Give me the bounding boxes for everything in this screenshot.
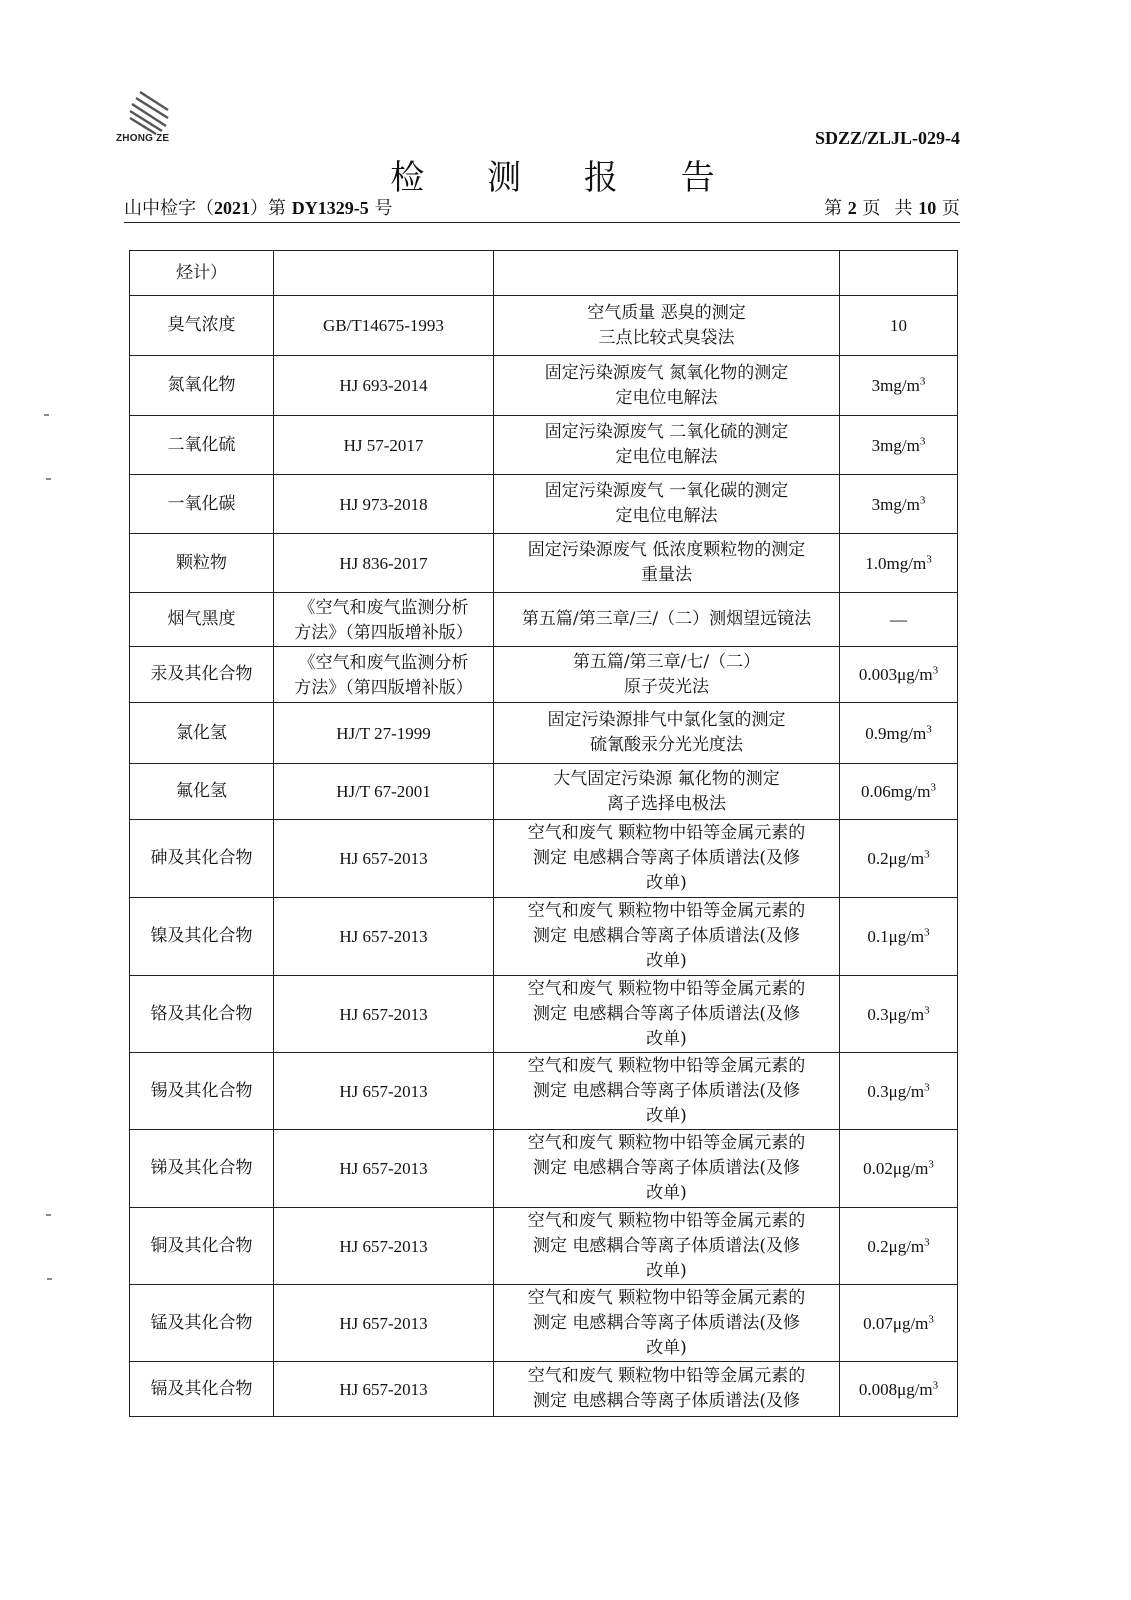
table-row: [130, 1362, 958, 1417]
item-cell: 砷及其化合物: [130, 820, 274, 898]
method-cell: 第五篇/第三章/三/（二）测烟望远镜法: [494, 593, 840, 647]
standard-cell: HJ 657-2013: [274, 1362, 494, 1417]
limit-value: 3mg/m: [871, 435, 920, 455]
report-no-prefix: 山中检字（: [124, 198, 214, 219]
limit-value: 0.2μg/m: [867, 849, 925, 868]
limit-value: 0.008μg/m: [858, 1379, 933, 1399]
standard-cell: 《空气和废气监测分析 方法》（第四版增补版）: [274, 593, 494, 647]
page-label-3: 共: [894, 198, 919, 219]
limit-cell: [840, 1208, 958, 1285]
limit-cell: [840, 1053, 958, 1130]
limit-cell: [840, 1285, 958, 1362]
table-row: [130, 703, 958, 764]
table-row: [130, 1130, 958, 1208]
limit-value: 10: [890, 316, 907, 335]
method-cell: 空气和废气 颗粒物中铅等金属元素的 测定 电感耦合等离子体质谱法(及修 改单): [494, 1208, 840, 1285]
limit-superscript: 3: [924, 1080, 930, 1093]
limit-cell: [840, 820, 958, 898]
limit-superscript: 3: [928, 1158, 934, 1171]
limit-superscript: 3: [932, 664, 939, 677]
method-cell: 空气和废气 颗粒物中铅等金属元素的 测定 电感耦合等离子体质谱法(及修 改单): [494, 820, 840, 898]
method-cell: 固定污染源排气中氯化氢的测定 硫氰酸汞分光光度法: [494, 703, 840, 764]
item-cell: 汞及其化合物: [130, 647, 274, 703]
item-cell: 铜及其化合物: [130, 1208, 274, 1285]
limit-value: 0.003μg/m: [858, 665, 933, 684]
method-cell: 第五篇/第三章/七/（二） 原子荧光法: [494, 647, 840, 703]
limit-cell: [840, 296, 958, 356]
report-no-suffix: 号: [368, 198, 393, 219]
standard-cell: HJ 657-2013: [274, 1053, 494, 1130]
report-no-year: 2021: [214, 198, 250, 218]
item-cell: 烟气黑度: [130, 593, 274, 647]
standard-cell: HJ 657-2013: [274, 898, 494, 976]
item-cell: 氮氧化物: [130, 356, 274, 416]
limit-superscript: 3: [924, 926, 930, 939]
limit-superscript: 3: [919, 493, 926, 506]
standard-cell: [274, 251, 494, 296]
page-label-1: 第: [824, 198, 848, 219]
header-divider: [124, 222, 960, 223]
limit-cell: [840, 703, 958, 764]
limit-superscript: 3: [924, 1235, 930, 1248]
table-row: [130, 647, 958, 703]
method-cell: 空气和废气 颗粒物中铅等金属元素的 测定 电感耦合等离子体质谱法(及修 改单): [494, 1130, 840, 1208]
standard-cell: HJ 657-2013: [274, 976, 494, 1053]
limit-value: 0.2μg/m: [867, 1236, 925, 1256]
limit-superscript: 3: [924, 848, 930, 861]
item-cell: 氯化氢: [130, 703, 274, 764]
table-row: [130, 296, 958, 356]
standard-cell: GB/T14675-1993: [274, 296, 494, 356]
standard-cell: HJ 657-2013: [274, 1285, 494, 1362]
table-row: [130, 593, 958, 647]
limit-cell: [840, 1130, 958, 1208]
limit-superscript: 3: [926, 552, 932, 565]
scan-mark: [46, 478, 51, 480]
limit-value: 0.9mg/m: [865, 723, 927, 743]
limit-cell: [840, 416, 958, 475]
limit-cell: [840, 593, 958, 647]
report-no-code: DY1329-5: [291, 198, 369, 218]
page-label-2: 页: [856, 198, 881, 219]
page-current: 2: [847, 198, 857, 218]
item-cell: 铬及其化合物: [130, 976, 274, 1053]
table-row: [130, 475, 958, 534]
item-cell: 二氧化硫: [130, 416, 274, 475]
standard-cell: HJ 693-2014: [274, 356, 494, 416]
limit-cell: [840, 475, 958, 534]
table-row: [130, 820, 958, 898]
table-row: [130, 1208, 958, 1285]
item-cell: 锑及其化合物: [130, 1130, 274, 1208]
method-cell: 固定污染源废气 低浓度颗粒物的测定 重量法: [494, 534, 840, 593]
limit-value: 0.02μg/m: [863, 1159, 929, 1178]
table-row: [130, 1053, 958, 1130]
limit-cell: [840, 534, 958, 593]
scan-mark: [46, 1214, 51, 1216]
limit-superscript: 3: [928, 1312, 934, 1325]
test-methods-table: [129, 250, 958, 1417]
page-label-4: 页: [936, 198, 960, 219]
logo-text: ZHONG ZE: [116, 133, 170, 144]
item-cell: 镉及其化合物: [130, 1362, 274, 1417]
limit-superscript: 3: [919, 434, 926, 447]
limit-superscript: 3: [926, 722, 932, 735]
item-cell: 锡及其化合物: [130, 1053, 274, 1130]
method-cell: 固定污染源废气 氮氧化物的测定 定电位电解法: [494, 356, 840, 416]
limit-value: 3mg/m: [871, 376, 920, 395]
method-cell: 固定污染源废气 一氧化碳的测定 定电位电解法: [494, 475, 840, 534]
limit-cell: [840, 647, 958, 703]
limit-value: 1.0mg/m: [865, 553, 927, 573]
item-cell: 锰及其化合物: [130, 1285, 274, 1362]
limit-cell: [840, 251, 958, 296]
item-cell: 颗粒物: [130, 534, 274, 593]
limit-value: 0.07μg/m: [863, 1313, 929, 1333]
table-row: [130, 764, 958, 820]
document-code: SDZZ/ZLJL-029-4: [814, 128, 960, 148]
limit-value: 0.06mg/m: [861, 782, 931, 801]
standard-cell: HJ 57-2017: [274, 416, 494, 475]
limit-value: 3mg/m: [871, 494, 920, 514]
item-cell: 烃计）: [130, 251, 274, 296]
standard-cell: 《空气和废气监测分析 方法》（第四版增补版）: [274, 647, 494, 703]
item-cell: 一氧化碳: [130, 475, 274, 534]
table-row: [130, 1285, 958, 1362]
method-cell: 空气和废气 颗粒物中铅等金属元素的 测定 电感耦合等离子体质谱法(及修 改单): [494, 898, 840, 976]
limit-value: 0.1μg/m: [867, 927, 925, 946]
method-cell: 空气和废气 颗粒物中铅等金属元素的 测定 电感耦合等离子体质谱法(及修 改单): [494, 1285, 840, 1362]
item-cell: 氟化氢: [130, 764, 274, 820]
table-row: [130, 356, 958, 416]
method-cell: 空气和废气 颗粒物中铅等金属元素的 测定 电感耦合等离子体质谱法(及修 改单): [494, 1053, 840, 1130]
limit-superscript: 3: [919, 375, 926, 388]
limit-superscript: 3: [930, 781, 936, 794]
standard-cell: HJ 657-2013: [274, 1208, 494, 1285]
limit-cell: [840, 976, 958, 1053]
item-cell: 臭气浓度: [130, 296, 274, 356]
method-cell: 大气固定污染源 氟化物的测定 离子选择电极法: [494, 764, 840, 820]
limit-value: —: [890, 610, 907, 629]
limit-cell: [840, 356, 958, 416]
report-no-mid: ）第: [250, 198, 292, 219]
report-number: [124, 194, 392, 220]
standard-cell: HJ/T 27-1999: [274, 703, 494, 764]
method-cell: 空气质量 恶臭的测定 三点比较式臭袋法: [494, 296, 840, 356]
limit-superscript: 3: [932, 1378, 939, 1391]
method-cell: 固定污染源废气 二氧化硫的测定 定电位电解法: [494, 416, 840, 475]
method-cell: 空气和废气 颗粒物中铅等金属元素的 测定 电感耦合等离子体质谱法(及修: [494, 1362, 840, 1417]
page-number: [824, 194, 960, 220]
scan-mark: [47, 1278, 52, 1280]
standard-cell: HJ 657-2013: [274, 1130, 494, 1208]
limit-cell: [840, 764, 958, 820]
limit-cell: [840, 898, 958, 976]
limit-value: 0.3μg/m: [867, 1081, 925, 1101]
table-row: [130, 976, 958, 1053]
standard-cell: HJ 657-2013: [274, 820, 494, 898]
item-cell: 镍及其化合物: [130, 898, 274, 976]
standard-cell: HJ 836-2017: [274, 534, 494, 593]
standard-cell: HJ/T 67-2001: [274, 764, 494, 820]
page-title: 检 测 报 告: [390, 158, 741, 198]
standard-cell: HJ 973-2018: [274, 475, 494, 534]
table-row: [130, 898, 958, 976]
limit-value: 0.3μg/m: [867, 1004, 925, 1024]
limit-cell: [840, 1362, 958, 1417]
limit-superscript: 3: [924, 1003, 930, 1016]
method-cell: 空气和废气 颗粒物中铅等金属元素的 测定 电感耦合等离子体质谱法(及修 改单): [494, 976, 840, 1053]
table-row: [130, 534, 958, 593]
scan-mark: [44, 414, 49, 416]
method-cell: [494, 251, 840, 296]
table-row: [130, 416, 958, 475]
table-row-continued: [130, 251, 958, 296]
page-total: 10: [918, 198, 937, 218]
